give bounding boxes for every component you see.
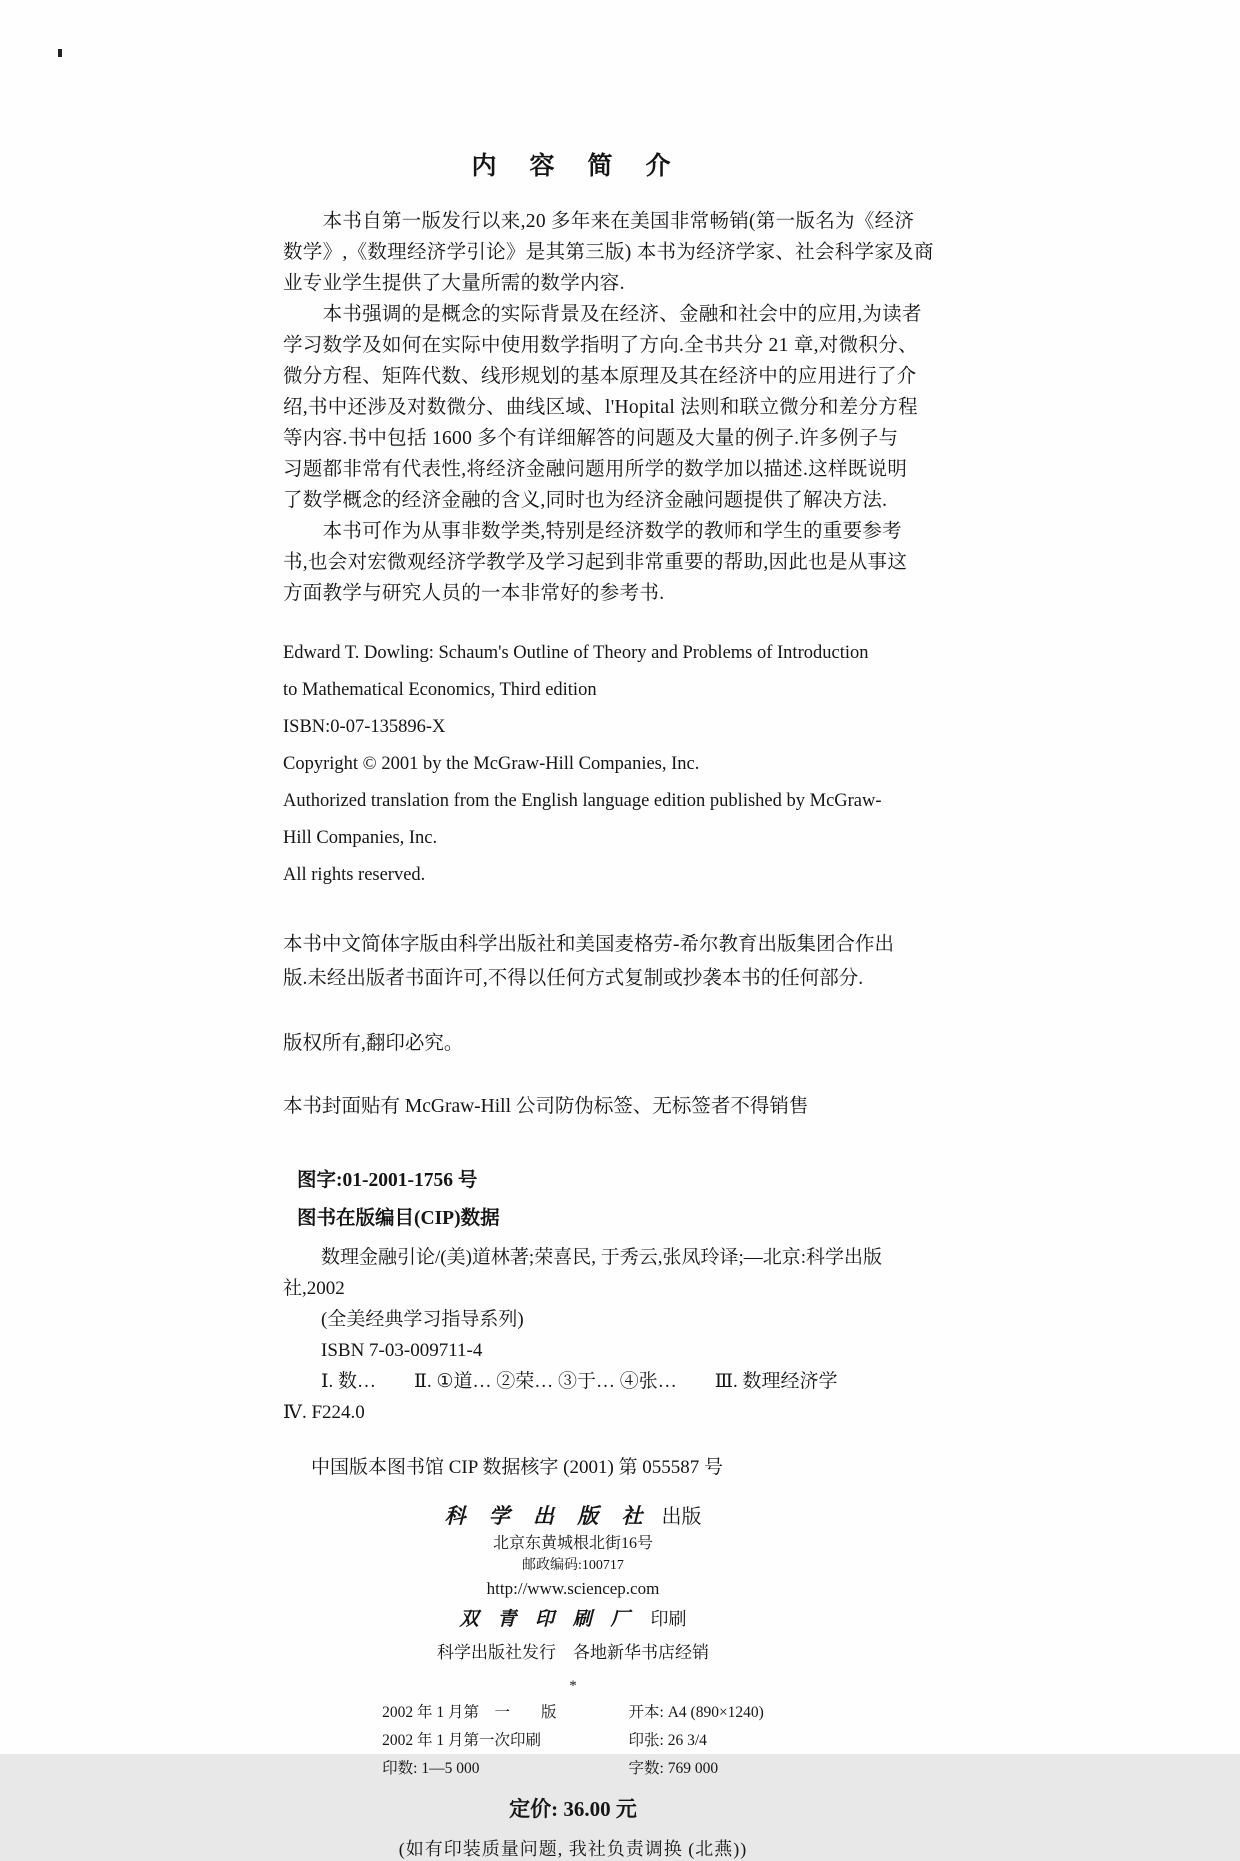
text-line: 本书中文简体字版由科学出版社和美国麦格劳-希尔教育出版集团合作出 (283, 934, 894, 955)
text-line: 了数学概念的经济金融的含义,同时也为经济金融问题提供了解决方法. (283, 490, 888, 511)
scan-artifact (58, 49, 62, 57)
price: 定价: 36.00 元 (509, 1797, 637, 1821)
chinese-rights-statement (283, 928, 894, 996)
distribution-line: 科学出版社发行 各地新华书店经销 (437, 1643, 709, 1662)
text-line: 方面教学与研究人员的一本非常好的参考书. (283, 583, 665, 604)
publisher-line (283, 1501, 863, 1532)
page-title: 内 容 简 介 (471, 153, 675, 180)
text-line: Ⅰ. 数… Ⅱ. ①道… ②荣… ③于… ④张… Ⅲ. 数理经济学 (283, 1371, 838, 1392)
text-line: 业专业学生提供了大量所需的数学内容. (283, 273, 625, 294)
print-run-details (283, 1699, 863, 1783)
publisher-role: 出版 (661, 1506, 702, 1528)
text-line: 学习数学及如何在实际中使用数学指明了方向.全书共分 21 章,对微积分、 (283, 335, 918, 356)
text-line: 习题都非常有代表性,将经济金融问题用所学的数学加以描述.这样既说明 (283, 459, 908, 480)
text-line: Ⅳ. F224.0 (283, 1402, 365, 1423)
text-line: 数理金融引论/(美)道林著;荣喜民, 于秀云,张凤玲译;—北京:科学出版 (283, 1247, 883, 1268)
registration-number: 图字:01-2001-1756 号 (297, 1170, 478, 1191)
content-summary-paragraph-3 (283, 516, 908, 609)
publisher-imprint-block (283, 1501, 863, 1697)
text-line: Copyright © 2001 by the McGraw-Hill Companies, Inc. (283, 754, 700, 774)
content-summary-paragraph-2 (283, 299, 922, 516)
text-line: 数学》,《数理经济学引论》是其第三版) 本书为经济学家、社会科学家及商 (283, 242, 934, 263)
text-line: ISBN:0-07-135896-X (283, 717, 446, 737)
anticounterfeit-label-notice: 本书封面贴有 McGraw-Hill 公司防伪标签、无标签者不得销售 (283, 1096, 809, 1117)
text-line: 社,2002 (283, 1278, 345, 1299)
text-line: to Mathematical Economics, Third edition (283, 680, 597, 700)
text-line: 印数: 1—5 000 (382, 1760, 480, 1777)
text-line: 本书强调的是概念的实际背景及在经济、金融和社会中的应用,为读者 (283, 304, 922, 325)
publisher-postcode: 邮政编码:100717 (522, 1558, 624, 1573)
quality-exchange-note: (如有印装质量问题, 我社负责调换 (北燕)) (398, 1839, 748, 1859)
text-line: 2002 年 1 月第一次印刷 (382, 1732, 542, 1749)
printer-name: 双 青 印 刷 厂 (459, 1609, 637, 1630)
content-summary-paragraph-1 (283, 206, 934, 299)
asterisk-separator: * (569, 1678, 577, 1694)
printer-line (283, 1604, 863, 1635)
text-line: 绍,书中还涉及对数微分、曲线区域、l'Hopital 法则和联立微分和差分方程 (283, 397, 918, 418)
text-line: 版.未经出版者书面许可,不得以任何方式复制或抄袭本书的任何部分. (283, 968, 864, 989)
english-copyright-block (283, 635, 882, 894)
text-line: 2002 年 1 月第 一 版 (382, 1704, 557, 1721)
copyright-notice: 版权所有,翻印必究。 (283, 1033, 464, 1054)
text-line: 等内容.书中包括 1600 多个有详细解答的问题及大量的例子.许多例子与 (283, 428, 899, 449)
print-run-left-column (382, 1699, 556, 1783)
printer-role: 印刷 (650, 1609, 687, 1629)
text-line: 开本: A4 (890×1240) (628, 1704, 764, 1721)
text-line: ISBN 7-03-009711-4 (283, 1340, 483, 1361)
text-line: 字数: 769 000 (628, 1760, 719, 1777)
text-line: (全美经典学习指导系列) (283, 1309, 524, 1330)
text-line: Hill Companies, Inc. (283, 828, 438, 848)
page-content (283, 146, 934, 1861)
publisher-address: 北京东黄城根北街16号 (492, 1535, 653, 1552)
cip-data-block (283, 1242, 883, 1428)
publisher-logo-text: 科 学 出 版 社 (444, 1504, 652, 1528)
publisher-url: http://www.sciencep.com (486, 1579, 660, 1598)
text-line: 微分方程、矩阵代数、线形规划的基本原理及其在经济中的应用进行了介 (283, 366, 917, 387)
text-line: 书,也会对宏微观经济学教学及学习起到非常重要的帮助,因此也是从事这 (283, 552, 908, 573)
cip-header: 图书在版编目(CIP)数据 (297, 1208, 500, 1229)
text-line: 本书自第一版发行以来,20 多年来在美国非常畅销(第一版名为《经济 (283, 211, 915, 232)
cip-record-number: 中国版本图书馆 CIP 数据核字 (2001) 第 055587 号 (311, 1457, 724, 1478)
print-run-right-column (629, 1699, 764, 1783)
text-line: Edward T. Dowling: Schaum's Outline of Theory and Problems of Introduction (283, 643, 869, 663)
text-line: Authorized translation from the English language edition published by McGraw- (283, 791, 882, 811)
text-line: 印张: 26 3/4 (628, 1732, 707, 1749)
text-line: 本书可作为从事非数学类,特别是经济数学的教师和学生的重要参考 (283, 521, 902, 542)
text-line: All rights reserved. (283, 865, 426, 885)
